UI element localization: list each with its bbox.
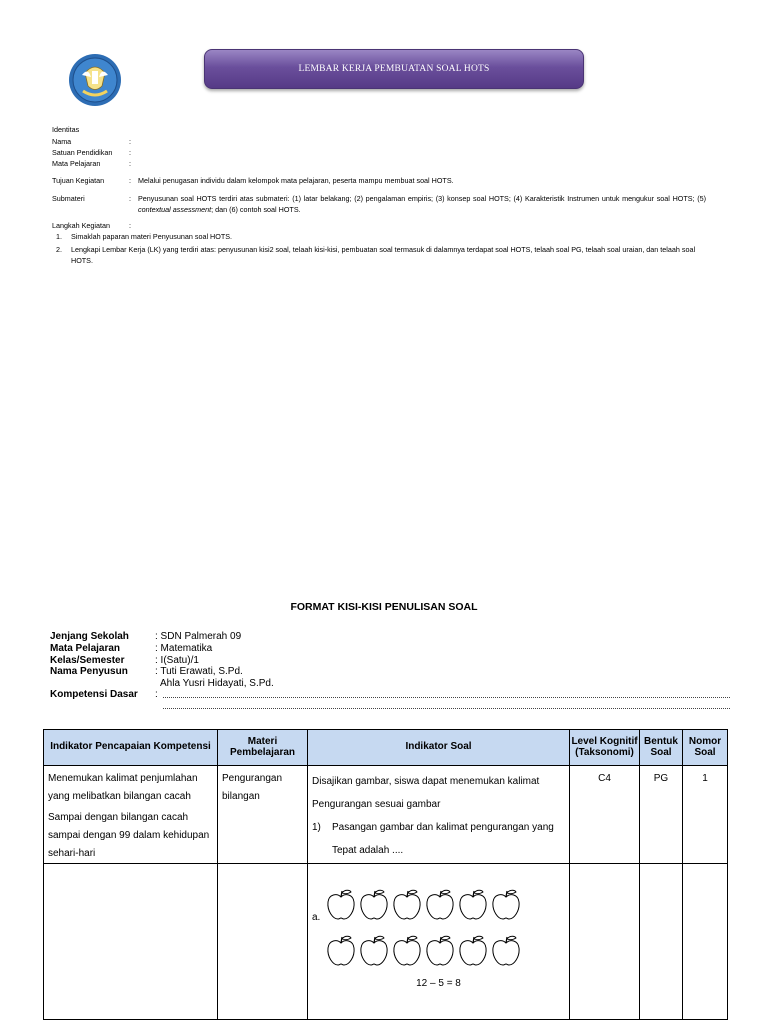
submateri-label: Submateri	[52, 194, 85, 203]
apple-icon	[359, 888, 389, 921]
apple-icon	[326, 934, 356, 967]
step-text: Simaklah paparan materi Penyusunan soal HOTS.	[71, 232, 233, 241]
submateri-text: Penyusunan soal HOTS terdiri atas submateri: (1) latar belakang; (2) pengalaman empiris; (3) konsep soal HOTS; (4) Karakteristik Instrumen untuk mengukur soal HOTS; (5) contextual assessment; dan (6) contoh soal HOTS.	[138, 194, 706, 214]
identity-heading: Identitas	[52, 125, 80, 134]
step-number: 1.	[56, 232, 62, 241]
apple-icon	[359, 934, 389, 967]
page-banner	[204, 49, 584, 89]
apple-group-bottom	[326, 934, 521, 967]
meta-label: Mata Pelajaran	[50, 643, 121, 654]
apple-icon	[491, 888, 521, 921]
apple-icon	[392, 934, 422, 967]
apple-icon	[326, 888, 356, 921]
kisi-kisi-table	[43, 729, 728, 1020]
header-materi: Materi Pembelajaran	[218, 730, 308, 766]
meta-value: : I(Satu)/1	[155, 655, 199, 666]
dotted-line	[163, 697, 730, 698]
apple-icon	[458, 934, 488, 967]
format-title: FORMAT KISI-KISI PENULISAN SOAL	[290, 601, 478, 613]
tujuan-text: Melalui penugasan individu dalam kelompok mata pelajaran, peserta mampu membuat soal HOTS.	[138, 176, 454, 185]
field-colon-satuan: :	[129, 148, 131, 157]
bentuk-value: PG	[653, 773, 669, 784]
langkah-colon: :	[129, 221, 131, 230]
meta-value: : Matematika	[155, 643, 213, 654]
meta-value: : Tuti Erawati, S.Pd.	[155, 666, 243, 677]
ipk-text: Menemukan kalimat penjumlahan yang melibatkan bilangan cacah	[48, 773, 198, 802]
field-label-nama: Nama	[52, 137, 72, 146]
field-colon-mapel: :	[129, 159, 131, 168]
header-level: Level Kognitif (Taksonomi)	[570, 730, 640, 766]
field-colon-nama: :	[129, 137, 131, 146]
meta-label: Kelas/Semester	[50, 655, 125, 666]
indikator-text: Disajikan gambar, siswa dapat menemukan kalimat Pengurangan sesuai gambar	[312, 776, 540, 810]
langkah-label: Langkah Kegiatan	[52, 221, 110, 230]
banner-title: LEMBAR KERJA PEMBUATAN SOAL HOTS	[298, 64, 490, 74]
level-value: C4	[598, 773, 611, 784]
field-label-mapel: Mata Pelajaran	[52, 159, 101, 168]
meta-value: : SDN Palmerah 09	[155, 631, 242, 642]
header-ipk: Indikator Pencapaian Kompetensi	[44, 730, 218, 766]
question-text: Pasangan gambar dan kalimat pengurangan yang Tepat adalah ....	[332, 822, 554, 856]
header-indikator: Indikator Soal	[308, 730, 570, 766]
table-row	[44, 766, 728, 864]
meta-value: Ahla Yusri Hidayati, S.Pd.	[155, 678, 274, 689]
apple-icon	[458, 888, 488, 921]
field-label-satuan: Satuan Pendidikan	[52, 148, 113, 157]
step-number: 2.	[56, 245, 62, 254]
header-bentuk: Bentuk Soal	[640, 730, 683, 766]
tujuan-label: Tujuan Kegiatan	[52, 176, 105, 185]
step-text: Lengkapi Lembar Kerja (LK) yang terdiri atas: penyusunan kisi2 soal, telaah kisi-kisi, pembuatan soal termasuk di dalamnya terdapat soal HOTS, telaah soal PG, telaah soal uraian, dan telaah soal HOTS.	[71, 245, 696, 265]
meta-label: Jenjang Sekolah	[50, 631, 129, 642]
equation-text: 12 – 5 = 8	[416, 978, 461, 989]
apple-icon	[392, 888, 422, 921]
materi-text: Pengurangan bilangan	[222, 773, 283, 802]
dotted-line	[163, 708, 730, 709]
option-label: a.	[312, 912, 321, 923]
question-number: 1)	[312, 822, 321, 833]
nomor-value: 1	[702, 773, 708, 784]
apple-group-top	[326, 888, 521, 921]
meta-label: Kompetensi Dasar	[50, 689, 138, 700]
apple-icon	[425, 934, 455, 967]
tujuan-colon: :	[129, 176, 131, 185]
apple-icon	[425, 888, 455, 921]
meta-label: Nama Penyusun	[50, 666, 128, 677]
question-item	[308, 816, 569, 862]
ipk-text: Sampai dengan bilangan cacah sampai dengan 99 dalam kehidupan sehari-hari	[48, 812, 210, 859]
meta-value: :	[155, 689, 158, 700]
apple-icon	[491, 934, 521, 967]
table-row	[44, 864, 728, 1020]
header-nomor: Nomor Soal	[683, 730, 728, 766]
submateri-colon: :	[129, 194, 131, 203]
tut-wuri-handayani-logo	[68, 53, 122, 107]
